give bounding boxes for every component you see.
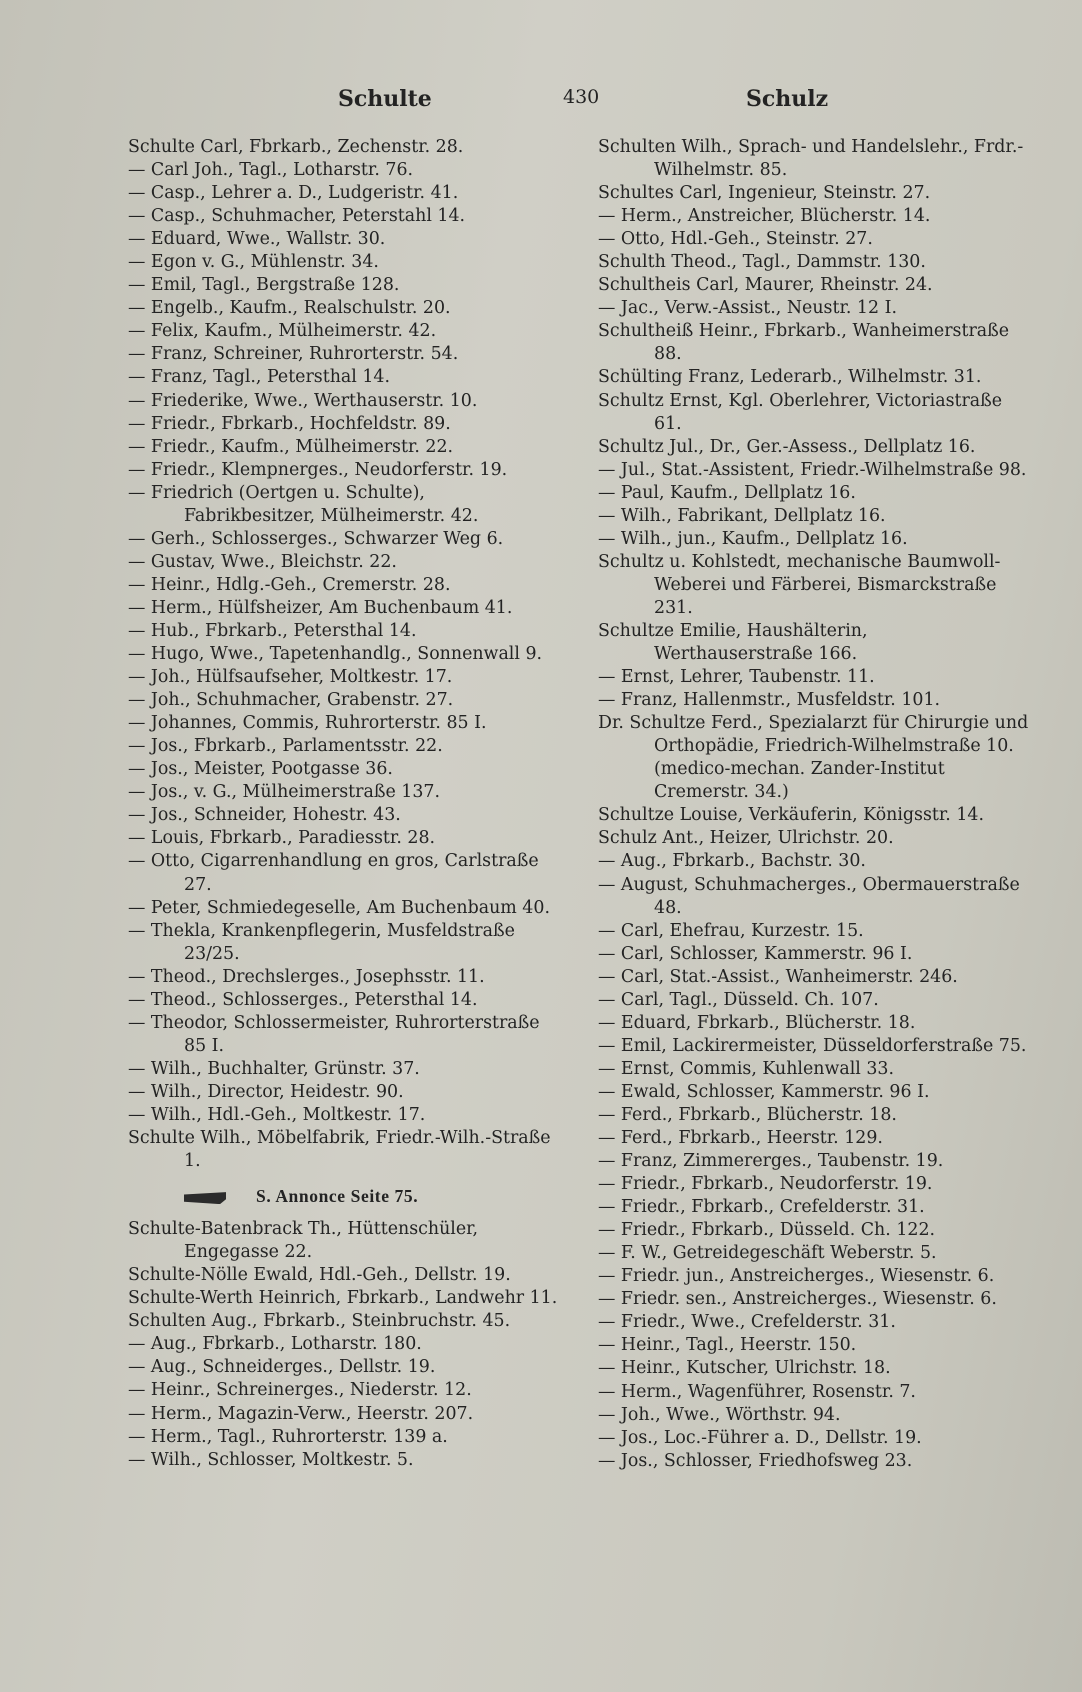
directory-entry: — Felix, Kaufm., Mülheimerstr. 42. [128, 321, 437, 342]
directory-entry: — Hugo, Wwe., Tapetenhandlg., Sonnenwall 9. [128, 644, 543, 665]
directory-entry: — Egon v. G., Mühlenstr. 34. [128, 252, 379, 273]
directory-entry: Schultheiß Heinr., Fbrkarb., Wanheimerstraße 88. [598, 321, 1015, 365]
directory-entry: — Emil, Tagl., Bergstraße 128. [128, 275, 400, 296]
page-number: 430 [563, 86, 600, 108]
directory-entry: Schultz u. Kohlstedt, mechanische Baumwoll-Weberei und Färberei, Bismarckstraße 231. [598, 551, 1002, 618]
directory-entry: — Theod., Schlosserges., Petersthal 14. [128, 989, 478, 1010]
directory-entry: — Gerh., Schlosserges., Schwarzer Weg 6. [128, 528, 504, 549]
directory-entry: — Ferd., Fbrkarb., Blücherstr. 18. [598, 1104, 897, 1125]
directory-entry: — Heinr., Tagl., Heerstr. 150. [598, 1335, 857, 1356]
directory-entry: — Carl, Schlosser, Kammerstr. 96 I. [598, 943, 913, 964]
header-right-word: Schulz [746, 86, 829, 112]
directory-entry: — Franz, Hallenmstr., Musfeldstr. 101. [598, 690, 941, 711]
directory-entry: — Ernst, Lehrer, Taubenstr. 11. [598, 667, 875, 688]
directory-entry: Schülting Franz, Lederarb., Wilhelmstr. 31. [598, 367, 982, 388]
directory-entry: — Wilh., Director, Heidestr. 90. [128, 1081, 404, 1102]
directory-entry: — Friedr., Fbrkarb., Düsseld. Ch. 122. [598, 1220, 936, 1241]
directory-entry: — Otto, Cigarrenhandlung en gros, Carlstraße 27. [128, 851, 545, 895]
directory-entry: — Aug., Fbrkarb., Lotharstr. 180. [128, 1334, 422, 1355]
directory-entry: Schulte Carl, Fbrkarb., Zechenstr. 28. [128, 137, 464, 157]
directory-entry: — Joh., Wwe., Wörthstr. 94. [598, 1404, 841, 1425]
directory-entry: — Johannes, Commis, Ruhrorterstr. 85 I. [128, 713, 487, 734]
directory-entry: — Louis, Fbrkarb., Paradiesstr. 28. [128, 828, 436, 849]
directory-entry: — August, Schuhmacherges., Obermauerstraße 48. [598, 874, 1026, 918]
annonce-text: S. Annonce Seite 75. [256, 1186, 419, 1207]
directory-entry: — Jos., Meister, Pootgasse 36. [128, 759, 393, 780]
directory-entry: — Aug., Fbrkarb., Bachstr. 30. [598, 851, 866, 872]
directory-entry: — Carl, Stat.-Assist., Wanheimerstr. 246. [598, 966, 958, 987]
directory-entry: — Jos., Fbrkarb., Parlamentsstr. 22. [128, 736, 443, 757]
directory-entry: Schulte-Nölle Ewald, Hdl.-Geh., Dellstr. 19. [128, 1265, 511, 1286]
directory-entry: — Friedr. sen., Anstreicherges., Wiesenstr. 6. [598, 1289, 997, 1310]
right-column [598, 136, 1034, 1473]
directory-entry: — Casp., Lehrer a. D., Ludgeristr. 41. [128, 183, 459, 204]
header-left-word: Schulte [338, 86, 432, 112]
directory-entry: Schulten Wilh., Sprach- und Handelslehr., Frdr.-Wilhelmstr. 85. [598, 137, 1024, 181]
directory-entry: — Thekla, Krankenpflegerin, Musfeldstraße 23/25. [128, 920, 521, 964]
annonce-reference [128, 1185, 560, 1208]
directory-entry: Schultz Jul., Dr., Ger.-Assess., Dellplatz 16. [598, 436, 976, 457]
directory-entry: — Joh., Hülfsaufseher, Moltkestr. 17. [128, 667, 453, 688]
directory-entry: Schultz Ernst, Kgl. Oberlehrer, Victoriastraße 61. [598, 390, 1008, 434]
directory-entry: — Friederike, Wwe., Werthauserstr. 10. [128, 390, 478, 411]
directory-entry: — Heinr., Schreinerges., Niederstr. 12. [128, 1380, 472, 1401]
directory-entry: — Friedrich (Oertgen u. Schulte), Fabrikbesitzer, Mülheimerstr. 42. [128, 482, 479, 526]
directory-entry: — Theod., Drechslerges., Josephsstr. 11. [128, 966, 485, 987]
directory-entry: — Peter, Schmiedegeselle, Am Buchenbaum 40. [128, 897, 550, 918]
directory-entry: — Carl, Tagl., Düsseld. Ch. 107. [598, 989, 879, 1010]
directory-entry: Dr. Schultze Ferd., Spezialarzt für Chirurgie und Orthopädie, Friedrich-Wilhelmstraße 10. (medico-mechan. Zander-Institut Cremerstr. 34.) [598, 713, 1034, 803]
directory-entry: Schulte-Batenbrack Th., Hüttenschüler, Engegasse 22. [128, 1219, 484, 1263]
directory-entry: — Herm., Tagl., Ruhrorterstr. 139 a. [128, 1426, 448, 1447]
directory-entry: — Jos., v. G., Mülheimerstraße 137. [128, 782, 441, 803]
directory-entry: Schulz Ant., Heizer, Ulrichstr. 20. [598, 828, 894, 849]
directory-entry: — Eduard, Fbrkarb., Blücherstr. 18. [598, 1012, 916, 1033]
directory-entry: — Wilh., Hdl.-Geh., Moltkestr. 17. [128, 1104, 426, 1125]
directory-entry: — Friedr., Kaufm., Mülheimerstr. 22. [128, 436, 454, 457]
directory-entry: — Friedr. jun., Anstreicherges., Wiesenstr. 6. [598, 1266, 995, 1287]
pointing-hand-icon [184, 1192, 244, 1204]
directory-entry: — Jos., Schneider, Hohestr. 43. [128, 805, 401, 826]
directory-entry: — Jos., Loc.-Führer a. D., Dellstr. 19. [598, 1427, 922, 1448]
directory-entry: — Franz, Schreiner, Ruhrorterstr. 54. [128, 344, 459, 365]
directory-entry: — Friedr., Fbrkarb., Crefelderstr. 31. [598, 1197, 925, 1218]
directory-entry: — Casp., Schuhmacher, Peterstahl 14. [128, 206, 466, 227]
directory-entry: — Herm., Magazin-Verw., Heerstr. 207. [128, 1403, 474, 1424]
directory-entry: — Theodor, Schlossermeister, Ruhrorterstraße 85 I. [128, 1012, 546, 1056]
directory-entry: — Ferd., Fbrkarb., Heerstr. 129. [598, 1128, 883, 1149]
directory-entry: — Jos., Schlosser, Friedhofsweg 23. [598, 1450, 913, 1471]
directory-entry: Schultze Louise, Verkäuferin, Königsstr. 14. [598, 805, 985, 826]
directory-entry: — Ewald, Schlosser, Kammerstr. 96 I. [598, 1081, 930, 1102]
directory-entry: — Friedr., Wwe., Crefelderstr. 31. [598, 1312, 896, 1333]
directory-entry: — Ernst, Commis, Kuhlenwall 33. [598, 1058, 895, 1079]
directory-entry: — Friedr., Fbrkarb., Hochfeldstr. 89. [128, 413, 451, 434]
directory-entry: — Wilh., Schlosser, Moltkestr. 5. [128, 1449, 414, 1470]
directory-entry: — Carl Joh., Tagl., Lotharstr. 76. [128, 160, 414, 181]
directory-entry: Schulte-Werth Heinrich, Fbrkarb., Landwehr 11. [128, 1288, 558, 1309]
page-header [0, 86, 1082, 126]
directory-entry: — Herm., Wagenführer, Rosenstr. 7. [598, 1381, 916, 1402]
directory-entry: — Carl, Ehefrau, Kurzestr. 15. [598, 920, 864, 941]
directory-entry: Schultes Carl, Ingenieur, Steinstr. 27. [598, 183, 931, 204]
directory-entry: — Wilh., Fabrikant, Dellplatz 16. [598, 505, 886, 526]
directory-entry: — Hub., Fbrkarb., Petersthal 14. [128, 620, 417, 641]
directory-entry: Schulth Theod., Tagl., Dammstr. 130. [598, 252, 926, 273]
directory-entry: — Jul., Stat.-Assistent, Friedr.-Wilhelmstraße 98. [598, 459, 1027, 480]
directory-entry: — Wilh., jun., Kaufm., Dellplatz 16. [598, 528, 908, 549]
directory-entry: — Otto, Hdl.-Geh., Steinstr. 27. [598, 229, 873, 250]
directory-entry: — Joh., Schuhmacher, Grabenstr. 27. [128, 690, 454, 711]
directory-entry: — Heinr., Hdlg.-Geh., Cremerstr. 28. [128, 574, 451, 595]
directory-entry: — Friedr., Fbrkarb., Neudorferstr. 19. [598, 1174, 933, 1195]
directory-entry: Schulte Wilh., Möbelfabrik, Friedr.-Wilh.-Straße 1. [128, 1128, 557, 1172]
directory-entry: — Wilh., Buchhalter, Grünstr. 37. [128, 1058, 420, 1079]
directory-entry: — Herm., Anstreicher, Blücherstr. 14. [598, 206, 931, 227]
directory-entry: Schultze Emilie, Haushälterin, Werthauserstraße 166. [598, 620, 874, 665]
directory-entry: — Heinr., Kutscher, Ulrichstr. 18. [598, 1358, 891, 1379]
directory-entry: — Franz, Tagl., Petersthal 14. [128, 367, 391, 388]
directory-entry: — Jac., Verw.-Assist., Neustr. 12 I. [598, 298, 897, 319]
directory-entry: — Friedr., Klempnerges., Neudorferstr. 19. [128, 459, 508, 480]
directory-entry: — Paul, Kaufm., Dellplatz 16. [598, 482, 856, 503]
directory-entry: — Gustav, Wwe., Bleichstr. 22. [128, 551, 397, 572]
directory-entry: Schultheis Carl, Maurer, Rheinstr. 24. [598, 275, 933, 296]
directory-entry: — Emil, Lackirermeister, Düsseldorferstraße 75. [598, 1035, 1027, 1056]
directory-entry: — F. W., Getreidegeschäft Weberstr. 5. [598, 1243, 937, 1264]
directory-entry: — Engelb., Kaufm., Realschulstr. 20. [128, 298, 451, 319]
directory-entry: — Herm., Hülfsheizer, Am Buchenbaum 41. [128, 597, 513, 618]
directory-entry: — Aug., Schneiderges., Dellstr. 19. [128, 1357, 436, 1378]
directory-entry: Schulten Aug., Fbrkarb., Steinbruchstr. 45. [128, 1311, 511, 1332]
left-column [128, 136, 560, 1472]
directory-entry: — Franz, Zimmererges., Taubenstr. 19. [598, 1151, 944, 1172]
directory-entry: — Eduard, Wwe., Wallstr. 30. [128, 229, 386, 250]
